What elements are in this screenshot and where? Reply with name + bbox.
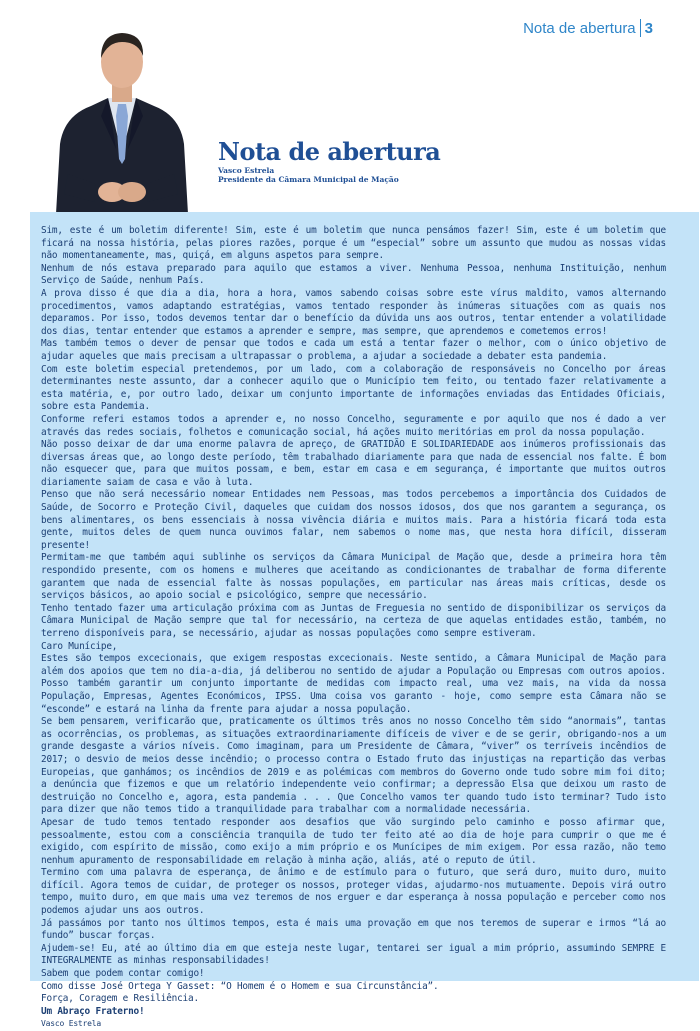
paragraph: Penso que não será necessário nomear Entidades nem Pessoas, mas todos percebemos a importância dos Cuidados de Saúde, de Socorro e Proteção Civil, daqueles que cuidam dos nossos idosos, dos que nos garantem a segurança, os bens alimentares, os bens essenciais à nossa vivência diária e muitos mais. Para a história ficará toda esta gente, muitos deles de quem nunca ouvimos falar, nem sabemos o nome mas, que nesta hora difícil, disseram presente! (41, 489, 666, 551)
paragraph: Já passámos por tanto nos últimos tempos, esta é mais uma provação em que nos teremos de superar e irmos “lá ao fundo” buscar forças. (41, 917, 666, 942)
paragraph: Como disse José Ortega Y Gasset: “O Homem é o Homem e sua Circunstância”. (41, 980, 439, 992)
article-body (41, 225, 666, 1031)
author-role: Presidente da Câmara Municipal de Mação (218, 175, 399, 184)
article-heading (218, 138, 440, 184)
paragraph: Não posso deixar de dar uma enorme palavra de apreço, de GRATIDÃO E SOLIDARIEDADE aos inúmeros profissionais das diversas áreas que, ao longo deste período, têm trabalhado diariamente para que nada de essencial nos falte. É bom não esquecer que, para que muitos possam, e bem, estar em casa e em segurança, é importante que muitos outros diariamente saiam de casa e vão à luta. (41, 439, 666, 488)
signature: Vasco Estrela (41, 1019, 102, 1029)
section-title: Nota de abertura (523, 19, 636, 37)
paragraph: Tenho tentado fazer uma articulação próxima com as Juntas de Freguesia no sentido de disponibilizar os serviços da Câmara Municipal de Mação sempre que tal for necessário, na certeza de que aquelas entidades estão, também, no terreno disponíveis para, se necessário, ajudar as nossas populações como sempre estiveram. (41, 602, 666, 639)
author-name: Vasco Estrela (218, 166, 275, 175)
paragraph: Mas também temos o dever de pensar que todos e cada um está a tentar fazer o melhor, com o único objetivo de ajudar aqueles que mais precisam a ultrapassar o problema, a ajudar a sociedade a debater esta pandemia. (41, 338, 666, 362)
paragraph: Força, Coragem e Resiliência. (41, 993, 199, 1005)
paragraph: Ajudem-se! Eu, até ao último dia em que esteja neste lugar, tentarei ser igual a mim próprio, assumindo SEMPRE E INTEGRALMENTE as minhas responsabilidades! (41, 942, 666, 967)
paragraph: Apesar de tudo temos tentado responder aos desafios que vão surgindo pelo caminho e posso afirmar que, pessoalmente, estou com a consciência tranquila de tudo ter feito até ao dia de hoje para cumprir o que me é exigido, com espírito de missão, como exijo a mim próprio e os Munícipes de mim exigem. Por essa razão, não temo nenhum apuramento de responsabilidade em relação à minha ação, aliás, até o reputo de útil. (41, 816, 666, 866)
paragraph: Permitam-me que também aqui sublinhe os serviços da Câmara Municipal de Mação que, desde a primeira hora têm respondido presente, com os homens e mulheres que aceitando as condicionantes de trabalhar de forma diferente garantem que nada de essencial falte às nossas populações, em particular nas áreas mais críticas, desde os serviços básicos, ao apoio social e psicológico, sempre que necessário. (41, 552, 666, 602)
closing-line: Um Abraço Fraterno! (41, 1005, 145, 1017)
header-divider (640, 19, 641, 37)
author-photo (46, 24, 196, 214)
paragraph: Nenhum de nós estava preparado para aquilo que estamos a viver. Nenhuma Pessoa, nenhuma Instituição, nenhum Serviço de Saúde, nenhum País. (41, 262, 666, 287)
paragraph: Com este boletim especial pretendemos, por um lado, com a colaboração de responsáveis no Concelho por áreas determinantes neste assunto, dar a conhecer aquilo que o Município tem feito, ou tentado fazer relativamente a esta matéria, e, por outro lado, deixar um conjunto importante de informações enviadas das Entidades Oficiais, sobre esta Pandemia. (41, 363, 666, 413)
paragraph: Sabem que podem contar comigo! (41, 968, 205, 980)
paragraph: A prova disso é que dia a dia, hora a hora, vamos sabendo coisas sobre este vírus maldito, vamos alternando procedimentos, vamos adaptando estratégias, vamos tentado responder às inúmeras situações com as quais nos deparamos. Por isso, todos devemos tentar dar o benefício da dúvida uns aos outros, tentar entender a volatilidade dos dias, tentar entender que estamos a aprender e sempre, mas sempre, que aprendemos e cometemos erros! (41, 287, 666, 337)
page-number: 3 (644, 19, 653, 37)
article-title: Nota de abertura (218, 137, 441, 166)
page-header (523, 19, 653, 37)
paragraph: Conforme referi estamos todos a aprender e, no nosso Concelho, seguramente e por aquilo que nos é dado a ver através das redes sociais, folhetos e comunicação social, há ações muito meritórias em prol da nossa população. (41, 413, 666, 438)
paragraph: Sim, este é um boletim diferente! Sim, este é um boletim que nunca pensámos fazer! Sim, este é um boletim que ficará na nossa história, pelas piores razões, porque é um “especial” sobre um assunto que mudou as nossas vidas não momentaneamente, mas, quiçá, em alguns aspetos para sempre. (41, 225, 666, 262)
paragraph: Caro Munícipe, (41, 640, 118, 652)
paragraph: Estes são tempos excecionais, que exigem respostas excecionais. Neste sentido, a Câmara Municipal de Mação para além dos apoios que tem no dia-a-dia, já deliberou no sentido de ajudar a População ou Empresas com outros apoios. Posso também garantir um conjunto importante de medidas com impacto real, uma vez mais, na vida da nossa População, Empresas, Agentes Económicos, IPSS. Uma coisa vos garanto - hoje, como sempre esta Câmara não se “esconde” e estará na linha da frente para ajudar a nossa população. (41, 653, 666, 715)
paragraph: Se bem pensarem, verificarão que, praticamente os últimos três anos no nosso Concelho têm sido “anormais”, tantas as ocorrências, os problemas, as situações extraordinariamente difíceis de viver e de se gerir, obrigando-nos a um grande desgaste a vários níveis. Como imaginam, para um Presidente de Câmara, “viver” os terríveis incêndios de 2017; o desvio de meios desse incêndio; o processo contra o Estado fruto das injustiças na repartição das verbas Europeias, que ganhámos; os incêndios de 2019 e as polémicas com membros do Governo onde tudo sobre mim foi dito; a denúncia que fizemos e que um relatório independente veio confirmar; a depressão Elsa que deixou um rasto de destruição no Concelho e, agora, esta pandemia . . . Que Concelho vamos ter quando tudo isto terminar? Tudo isto para dizer que não temos tido a tranquilidade para trabalhar com a normalidade necessária. (41, 716, 666, 816)
paragraph: Termino com uma palavra de esperança, de ânimo e de estímulo para o futuro, que será duro, muito duro, muito difícil. Agora temos de cuidar, de proteger os nossos, proteger vidas, ajudarmo-nos mutuamente. Depois virá outro tempo, muito duro, em que mais uma vez teremos de nos erguer e dar esperança à nossa população e perceber como nos podemos ajudar uns aos outros. (41, 867, 666, 917)
